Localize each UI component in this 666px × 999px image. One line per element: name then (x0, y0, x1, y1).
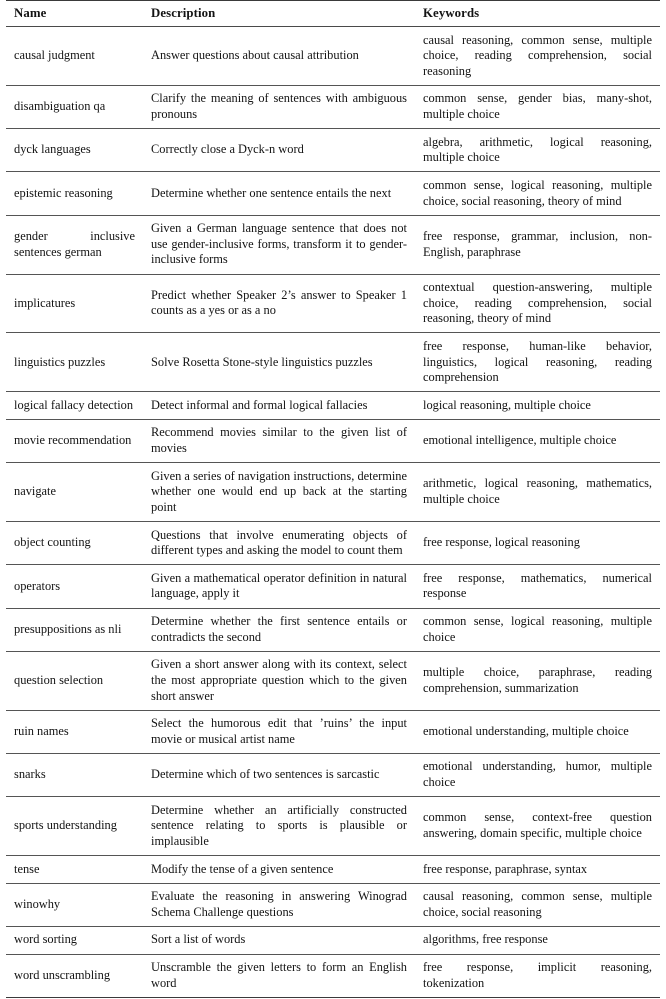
cell-task-keywords: common sense, logical reasoning, multiple choice, social reasoning, theory of mind (415, 172, 660, 215)
cell-task-keywords: emotional understanding, multiple choice (415, 710, 660, 753)
cell-task-description: Recommend movies similar to the given list of movies (143, 419, 415, 462)
cell-task-description: Given a mathematical operator definition in natural language, apply it (143, 565, 415, 608)
cell-task-description: Determine whether the first sentence entails or contradicts the second (143, 608, 415, 651)
cell-task-description: Modify the tense of a given sentence (143, 856, 415, 884)
cell-task-description: Select the humorous edit that ’ruins’ the input movie or musical artist name (143, 710, 415, 753)
cell-task-name: sports understanding (6, 797, 143, 856)
cell-task-name: winowhy (6, 883, 143, 926)
cell-task-description: Unscramble the given letters to form an English word (143, 954, 415, 997)
cell-task-name: logical fallacy detection (6, 392, 143, 420)
cell-task-keywords: causal reasoning, common sense, multiple choice, reading comprehension, social reasoning (423, 32, 652, 78)
cell-task-name: word unscrambling (6, 954, 143, 997)
cell-task-name: ruin names (6, 710, 143, 753)
table-row (6, 651, 660, 710)
table-header (6, 1, 660, 27)
cell-task-name: question selection (6, 651, 143, 710)
table-row (6, 883, 660, 926)
table-body (6, 27, 660, 998)
table-row (6, 172, 660, 215)
cell-task-name: tense (6, 856, 143, 884)
cell-task-keywords: free response, implicit reasoning, tokenization (415, 954, 660, 997)
table-row (6, 797, 660, 856)
cell-task-keywords: free response, paraphrase, syntax (415, 856, 660, 884)
table-row (6, 27, 660, 86)
cell-task-name: object counting (6, 522, 143, 565)
cell-task-keywords: algorithms, free response (415, 926, 660, 954)
table-row (6, 522, 660, 565)
table-row (6, 608, 660, 651)
cell-task-keywords: logical reasoning, multiple choice (415, 392, 660, 420)
cell-task-name: causal judgment (14, 48, 95, 63)
table-row (6, 392, 660, 420)
cell-task-description: Questions that involve enumerating objects of different types and asking the model to count them (143, 522, 415, 565)
cell-task-description: Correctly close a Dyck-n word (143, 129, 415, 172)
cell-task-name: disambiguation qa (6, 85, 143, 128)
cell-task-description: Detect informal and formal logical fallacies (143, 392, 415, 420)
column-header-name: Name (6, 1, 143, 27)
cell-task-keywords: free response, logical reasoning (415, 522, 660, 565)
cell-task-description: Clarify the meaning of sentences with ambiguous pronouns (143, 85, 415, 128)
table-row (6, 565, 660, 608)
cell-task-name: epistemic reasoning (6, 172, 143, 215)
cell-task-keywords: free response, grammar, inclusion, non-English, paraphrase (415, 215, 660, 274)
cell-task-name: gender inclusive sentences german (6, 215, 143, 274)
table-row (6, 129, 660, 172)
cell-task-description: Determine which of two sentences is sarcastic (143, 753, 415, 796)
cell-task-keywords: free response, human-like behavior, linguistics, logical reasoning, reading comprehension (415, 333, 660, 392)
cell-task-keywords: causal reasoning, common sense, multiple choice, social reasoning (415, 883, 660, 926)
cell-task-name: operators (6, 565, 143, 608)
cell-task-keywords: multiple choice, paraphrase, reading comprehension, summarization (415, 651, 660, 710)
cell-task-description: Answer questions about causal attribution (151, 48, 359, 63)
table-row (6, 710, 660, 753)
cell-task-keywords: free response, mathematics, numerical response (415, 565, 660, 608)
table-row (6, 215, 660, 274)
tasks-table (6, 0, 660, 998)
table-row (6, 463, 660, 522)
cell-task-description: Given a short answer along with its context, select the most appropriate question which to the given short answer (143, 651, 415, 710)
cell-task-name: dyck languages (6, 129, 143, 172)
table-row (6, 333, 660, 392)
table-row (6, 274, 660, 333)
header-row (6, 1, 660, 27)
cell-task-description: Determine whether one sentence entails the next (143, 172, 415, 215)
cell-task-description: Sort a list of words (143, 926, 415, 954)
cell-task-name: navigate (6, 463, 143, 522)
column-header-description: Description (143, 1, 415, 27)
cell-task-description: Evaluate the reasoning in answering Winograd Schema Challenge questions (143, 883, 415, 926)
cell-task-description: Given a series of navigation instructions, determine whether one would end up back at the starting point (143, 463, 415, 522)
cell-task-description: Predict whether Speaker 2’s answer to Speaker 1 counts as a yes or as a no (143, 274, 415, 333)
cell-task-name: movie recommendation (6, 419, 143, 462)
cell-task-name: linguistics puzzles (6, 333, 143, 392)
cell-task-name: word sorting (6, 926, 143, 954)
table-row (6, 856, 660, 884)
cell-task-keywords: emotional intelligence, multiple choice (415, 419, 660, 462)
cell-task-keywords: arithmetic, logical reasoning, mathematics, multiple choice (415, 463, 660, 522)
table-row (6, 419, 660, 462)
cell-task-name: implicatures (6, 274, 143, 333)
table-row (6, 85, 660, 128)
table-row (6, 926, 660, 954)
cell-task-keywords: emotional understanding, humor, multiple choice (415, 753, 660, 796)
cell-task-name: snarks (6, 753, 143, 796)
table-row (6, 954, 660, 997)
cell-task-keywords: common sense, context-free question answering, domain specific, multiple choice (415, 797, 660, 856)
cell-task-description: Solve Rosetta Stone-style linguistics puzzles (143, 333, 415, 392)
cell-task-description: Determine whether an artificially constructed sentence relating to sports is plausible or implausible (143, 797, 415, 856)
cell-task-keywords: algebra, arithmetic, logical reasoning, multiple choice (415, 129, 660, 172)
cell-task-description: Given a German language sentence that does not use gender-inclusive forms, transform it to gender-inclusive forms (143, 215, 415, 274)
cell-task-keywords: common sense, gender bias, many-shot, multiple choice (415, 85, 660, 128)
cell-task-keywords: contextual question-answering, multiple choice, reading comprehension, social reasoning, theory of mind (415, 274, 660, 333)
cell-task-keywords: common sense, logical reasoning, multiple choice (415, 608, 660, 651)
table-row (6, 753, 660, 796)
cell-task-name: presuppositions as nli (6, 608, 143, 651)
column-header-keywords: Keywords (415, 1, 660, 27)
